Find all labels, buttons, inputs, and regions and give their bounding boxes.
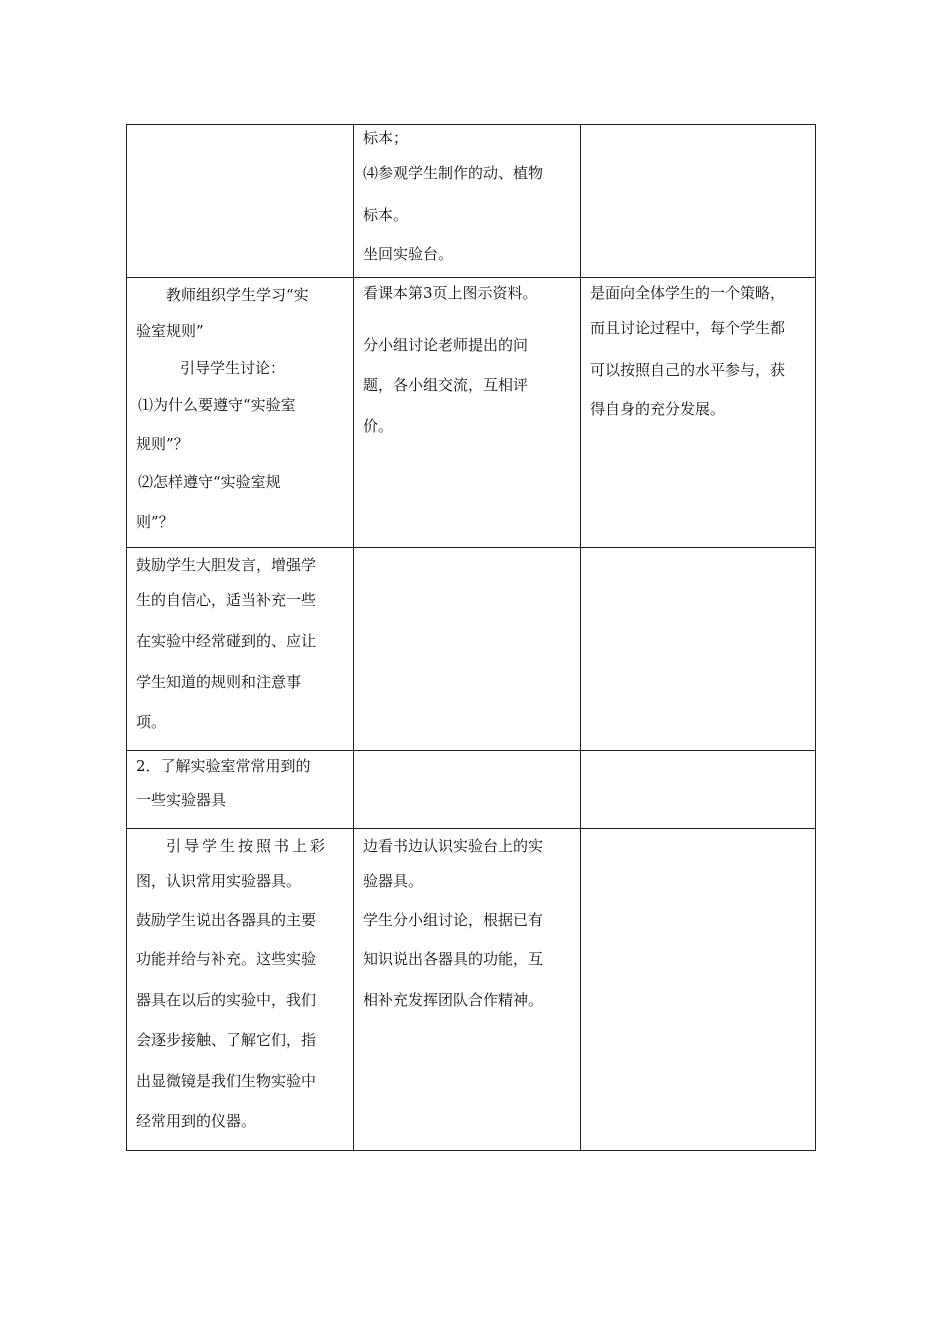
cell-text: 鼓励学生大胆发言，增强学: [136, 556, 317, 574]
cell-text: 则”？: [136, 513, 174, 531]
cell-text: 2．了解实验室常常用到的: [136, 757, 311, 775]
table-cell: [127, 829, 354, 1151]
table-row: [127, 278, 816, 548]
cell-text: 教师组织学生学习“实: [166, 286, 309, 304]
table-cell: [354, 829, 581, 1151]
table-cell: [127, 278, 354, 548]
cell-text: 得自身的充分发展。: [590, 400, 726, 418]
cell-text: 相补充发挥团队合作精神。: [363, 991, 544, 1009]
cell-text: 验器具。: [363, 872, 424, 890]
cell-text: ⑵怎样遵守“实验室规: [138, 473, 281, 491]
table-cell: [581, 125, 816, 278]
cell-text: 学生知道的规则和注意事: [136, 673, 302, 691]
cell-text: 引导学生讨论：: [180, 359, 286, 377]
cell-text: 项。: [136, 713, 167, 731]
cell-text: 出显微镜是我们生物实验中: [136, 1072, 317, 1090]
cell-text: ⑴为什么要遵守“实验室: [138, 396, 296, 414]
table-cell: [581, 751, 816, 829]
cell-text: 验室规则”: [136, 322, 204, 340]
cell-text: 学生分小组讨论，根据已有: [363, 911, 544, 929]
cell-text: 标本。: [363, 206, 409, 224]
cell-text: 生的自信心，适当补充一些: [136, 591, 317, 609]
cell-text: 边看书边认识实验台上的实: [363, 837, 544, 855]
cell-text: 会逐步接触、了解它们，指: [136, 1031, 317, 1049]
cell-text: 经常用到的仪器。: [136, 1112, 257, 1130]
cell-text: 一些实验器具: [136, 791, 227, 809]
cell-text: 价。: [363, 417, 394, 435]
table-cell: [127, 125, 354, 278]
cell-text: 是面向全体学生的一个策略，: [590, 284, 786, 302]
cell-text: ⑷参观学生制作的动、植物: [363, 164, 544, 182]
cell-text: 鼓励学生说出各器具的主要: [136, 911, 317, 929]
cell-text: 知识说出各器具的功能，互: [363, 950, 544, 968]
table-cell: [581, 278, 816, 548]
cell-text: 在实验中经常碰到的、应让: [136, 632, 317, 650]
table-cell: [354, 548, 581, 751]
table-cell: [127, 548, 354, 751]
cell-text: 功能并给与补充。这些实验: [136, 950, 317, 968]
table-row: [127, 125, 816, 278]
cell-text: 图，认识常用实验器具。: [136, 872, 302, 890]
table-cell: [354, 751, 581, 829]
table-cell: [354, 278, 581, 548]
cell-text: 可以按照自己的水平参与，获: [590, 361, 786, 379]
cell-text: 分小组讨论老师提出的问: [363, 336, 529, 354]
cell-text: 标本；: [363, 129, 409, 147]
cell-text: 器具在以后的实验中，我们: [136, 991, 317, 1009]
table-cell: [127, 751, 354, 829]
cell-text: 引导学生按照书上彩: [166, 837, 329, 855]
table-cell: [581, 548, 816, 751]
cell-text: 看课本第3页上图示资料。: [363, 284, 538, 302]
table-row: [127, 548, 816, 751]
lesson-plan-table: [126, 124, 816, 1151]
table-row: [127, 751, 816, 829]
cell-text: 坐回实验台。: [363, 245, 454, 263]
table-row: [127, 829, 816, 1151]
cell-text: 而且讨论过程中，每个学生都: [590, 319, 786, 337]
table-cell: [354, 125, 581, 278]
table-cell: [581, 829, 816, 1151]
cell-text: 题，各小组交流，互相评: [363, 376, 529, 394]
cell-text: 规则”？: [136, 435, 189, 453]
